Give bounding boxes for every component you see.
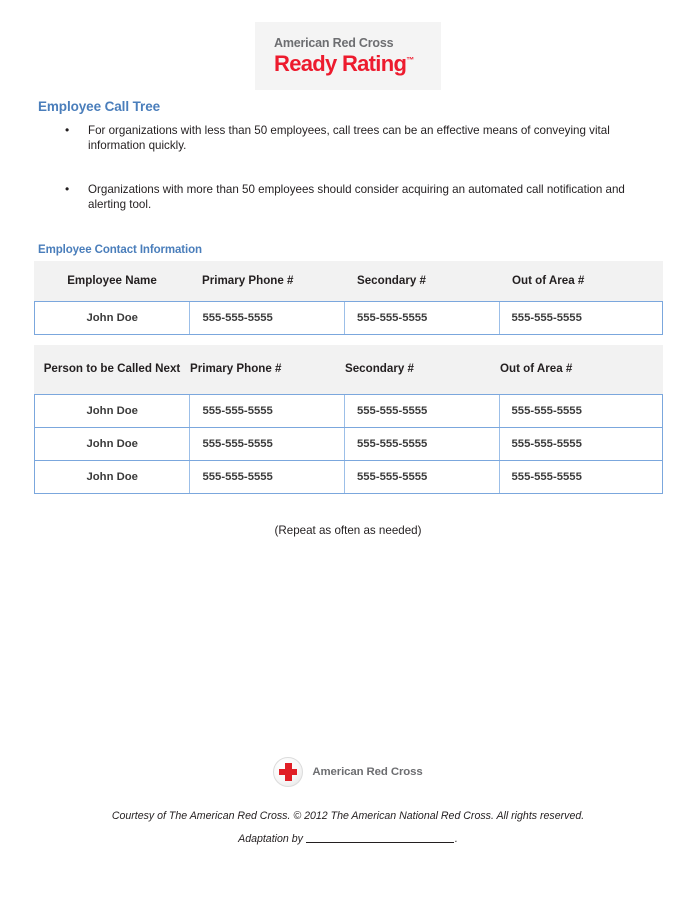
column-header-secondary: Secondary # [357, 274, 426, 287]
column-header-employee-name: Employee Name [67, 274, 157, 287]
list-item-text: Organizations with more than 50 employees should consider acquiring an automated call notification and alerting tool. [88, 182, 625, 211]
repeat-note: (Repeat as often as needed) [274, 524, 422, 537]
cell-secondary[interactable]: 555-555-5555 [345, 428, 500, 460]
logo-ready-rating-text: Ready Rating [274, 50, 407, 76]
bullet-icon: • [65, 123, 70, 137]
cell-primary-phone[interactable]: 555-555-5555 [190, 461, 345, 493]
section-title-contact-information: Employee Contact Information [38, 244, 202, 256]
table-row[interactable] [34, 461, 663, 494]
adaptation-period: . [454, 833, 458, 845]
cell-employee-name[interactable]: John Doe [35, 395, 190, 427]
list-item [60, 182, 660, 213]
footer-adaptation-line [0, 833, 696, 845]
intro-bullet-list [60, 123, 660, 212]
table-row[interactable] [34, 394, 663, 428]
cell-employee-name[interactable]: John Doe [35, 428, 190, 460]
ready-rating-logo [255, 22, 441, 90]
cell-secondary[interactable]: 555-555-5555 [345, 395, 500, 427]
employee-contact-table [34, 261, 663, 494]
column-header-person-to-be-called-next: Person to be Called Next [43, 362, 181, 376]
cell-employee-name[interactable]: John Doe [35, 302, 190, 334]
logo-line-ready-rating [274, 52, 441, 75]
red-cross-icon [273, 757, 303, 787]
cell-primary-phone[interactable]: 555-555-5555 [190, 395, 345, 427]
cell-employee-name[interactable]: John Doe [35, 461, 190, 493]
table-header-row-employee [34, 261, 663, 301]
bullet-icon: • [65, 181, 70, 196]
cell-primary-phone[interactable]: 555-555-5555 [190, 302, 345, 334]
column-header-primary-phone: Primary Phone # [190, 362, 282, 376]
footer-copyright: Courtesy of The American Red Cross. © 2012 The American National Red Cross. All rights reserved. [111, 810, 585, 822]
cell-out-of-area[interactable]: 555-555-5555 [511, 312, 582, 325]
column-header-primary-phone: Primary Phone # [202, 274, 294, 287]
trademark-symbol: ™ [406, 55, 414, 65]
cell-out-of-area[interactable]: 555-555-5555 [511, 437, 582, 450]
table-header-row-next-person [34, 345, 663, 393]
adaptation-label: Adaptation by [238, 833, 303, 845]
logo-line-american-red-cross: American Red Cross [274, 36, 394, 51]
cell-secondary[interactable]: 555-555-5555 [345, 302, 500, 334]
cell-out-of-area[interactable]: 555-555-5555 [511, 404, 582, 417]
list-item-text: For organizations with less than 50 employees, call trees can be an effective means of conveying vital information quickly. [88, 124, 610, 153]
page-title: Employee Call Tree [38, 99, 161, 114]
column-header-out-of-area: Out of Area # [500, 362, 573, 376]
cell-primary-phone[interactable]: 555-555-5555 [190, 428, 345, 460]
table-row[interactable] [34, 301, 663, 335]
column-header-secondary: Secondary # [345, 362, 414, 376]
adaptation-blank-field[interactable] [306, 833, 454, 843]
footer-logo-text: American Red Cross [312, 766, 423, 778]
table-section-gap [34, 335, 663, 345]
table-row[interactable] [34, 428, 663, 461]
cell-out-of-area[interactable]: 555-555-5555 [511, 470, 582, 483]
column-header-out-of-area: Out of Area # [512, 274, 585, 287]
list-item [60, 123, 660, 154]
cell-secondary[interactable]: 555-555-5555 [345, 461, 500, 493]
american-red-cross-footer-logo [0, 757, 696, 787]
